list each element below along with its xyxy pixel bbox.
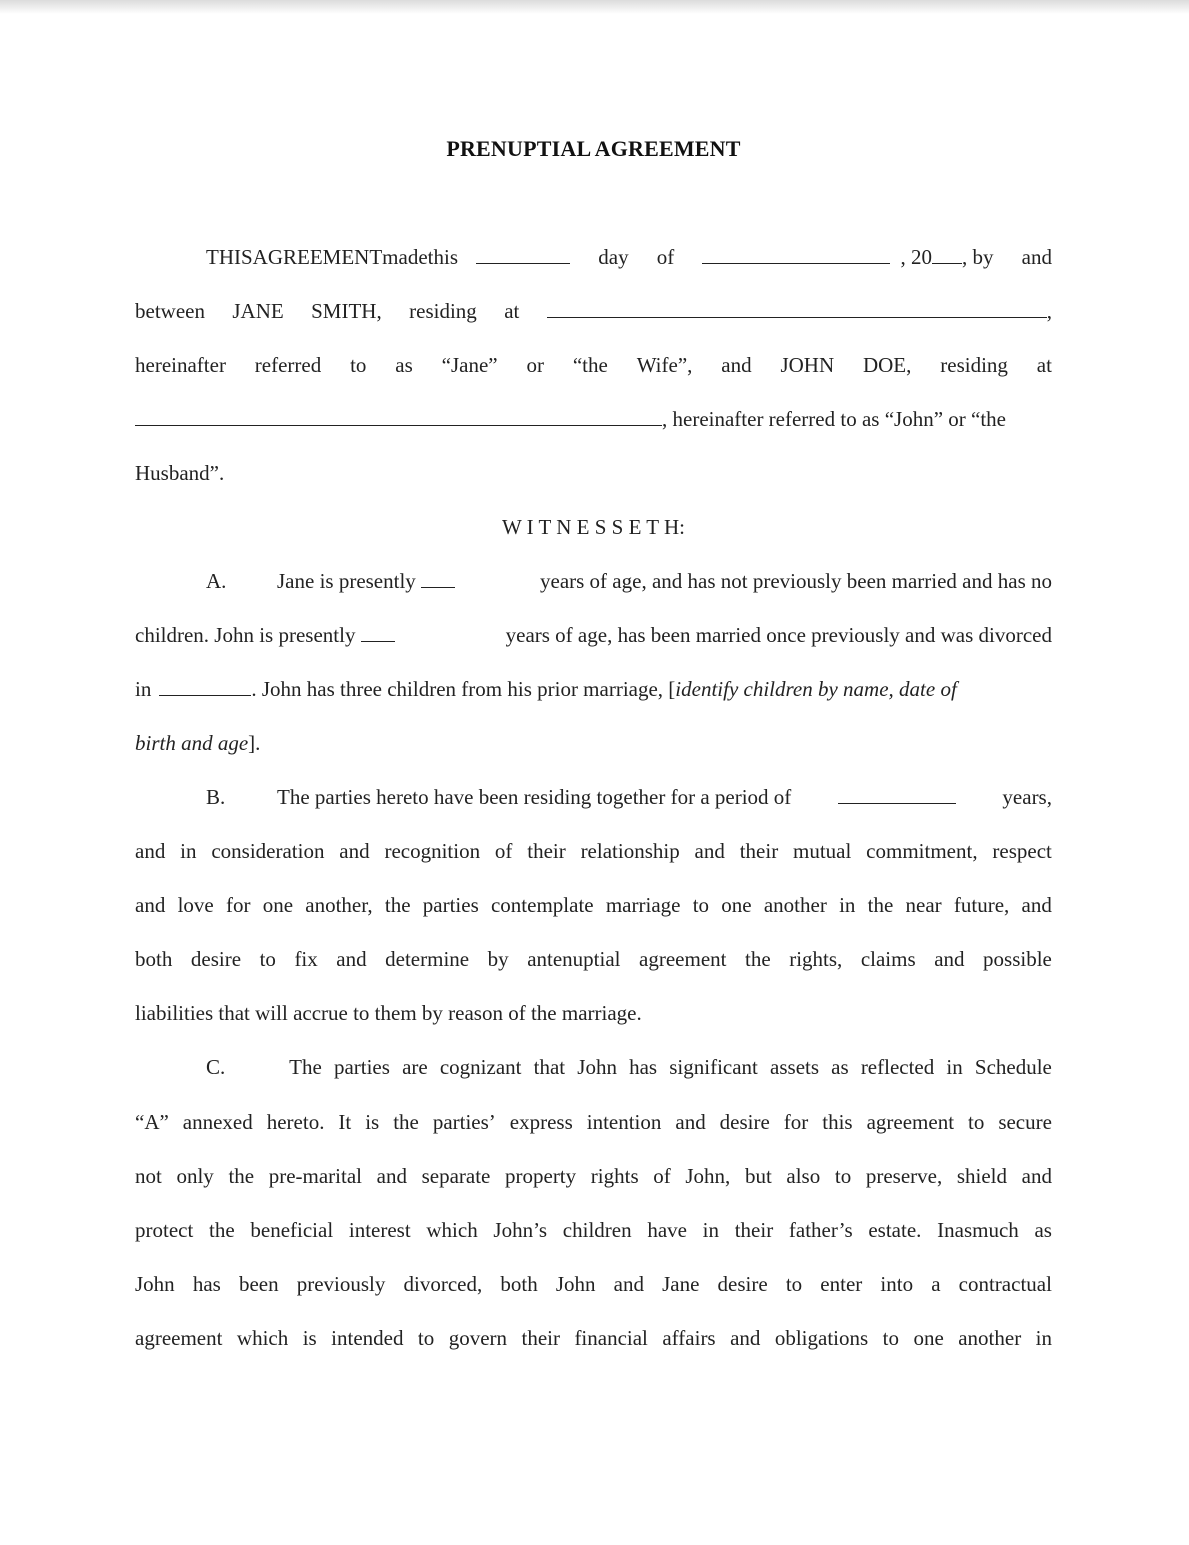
line-text: liabilities that will accrue to them by reason of the marriage.	[135, 1001, 642, 1025]
word: the	[393, 1110, 419, 1134]
word: agreement	[135, 1326, 223, 1350]
word: hereto.	[266, 1110, 325, 1134]
word: John	[577, 1055, 617, 1079]
para-c-line-1: C. The parties are cognizant that John has significant assets as reflected in Schedule	[135, 1052, 1052, 1082]
word: in	[946, 1055, 963, 1079]
word: which	[236, 1326, 289, 1350]
para-c-line-2	[135, 1107, 1052, 1137]
word: in	[839, 893, 856, 917]
word: , 20	[900, 245, 933, 269]
word: property	[505, 1164, 577, 1188]
word: It	[338, 1110, 352, 1134]
word: the	[384, 893, 411, 917]
blank-jane-address[interactable]	[547, 297, 1047, 318]
word: their	[521, 1326, 560, 1350]
word: protect	[135, 1218, 194, 1242]
word: SMITH,	[311, 299, 382, 323]
word: pre-marital	[268, 1164, 362, 1188]
word: that	[533, 1055, 566, 1079]
para-b-line-4	[135, 944, 1052, 974]
word: or	[526, 353, 544, 377]
word: the	[867, 893, 894, 917]
word: not	[135, 1164, 162, 1188]
word: and	[675, 1110, 706, 1134]
word: marriage	[605, 893, 681, 917]
word: have	[647, 1218, 687, 1242]
para-b-line-5	[135, 998, 1052, 1028]
word: parties’	[432, 1110, 496, 1134]
word: DOE,	[862, 353, 912, 377]
word: to	[882, 1326, 899, 1350]
blank-year[interactable]	[932, 243, 962, 264]
word: commitment,	[866, 839, 978, 863]
word: ,	[1046, 299, 1052, 323]
word: and	[613, 1272, 644, 1296]
witnesseth-heading	[135, 512, 1052, 542]
line-text: Jane is presently	[277, 569, 416, 593]
word: at	[504, 299, 520, 323]
word: obligations	[774, 1326, 869, 1350]
word: determine	[385, 947, 470, 971]
word: cognizant	[439, 1055, 522, 1079]
word: has	[192, 1272, 221, 1296]
word: to	[259, 947, 276, 971]
word: desire	[717, 1272, 768, 1296]
word: “Jane”	[441, 353, 498, 377]
word: mutual	[793, 839, 852, 863]
intro-line-4	[135, 404, 1052, 434]
word: and	[730, 1326, 761, 1350]
word: and	[694, 839, 725, 863]
word: financial	[574, 1326, 648, 1350]
word: been	[238, 1272, 279, 1296]
word: only	[176, 1164, 214, 1188]
word: has	[629, 1055, 658, 1079]
word: “the	[572, 353, 608, 377]
word: intention	[586, 1110, 662, 1134]
word: this	[427, 245, 458, 269]
word: for	[783, 1110, 809, 1134]
word: but	[744, 1164, 772, 1188]
word: another,	[305, 893, 373, 917]
line-text: . John has three children from his prior marriage, [	[251, 677, 676, 701]
word: contractual	[958, 1272, 1052, 1296]
blank-jane-age[interactable]	[421, 567, 455, 588]
word: John,	[685, 1164, 731, 1188]
line-text: children. John is presently	[135, 623, 356, 647]
word: is	[302, 1326, 317, 1350]
word: Jane	[662, 1272, 700, 1296]
blank-john-age[interactable]	[361, 621, 395, 642]
word: into	[880, 1272, 914, 1296]
word: as	[831, 1055, 849, 1079]
word: as	[395, 353, 413, 377]
word: both	[500, 1272, 538, 1296]
line-text: Husband”.	[135, 461, 225, 485]
intro-line-2	[135, 296, 1052, 326]
word: in	[1035, 1326, 1052, 1350]
word: rights,	[789, 947, 843, 971]
word: of	[653, 1164, 671, 1188]
word: and	[1021, 1164, 1052, 1188]
line-text: in	[135, 677, 152, 701]
word: by	[487, 947, 509, 971]
word: Schedule	[974, 1055, 1052, 1079]
word: JANE	[232, 299, 284, 323]
para-b-line-3	[135, 890, 1052, 920]
word: to	[692, 893, 710, 917]
word: John	[135, 1272, 175, 1296]
italic-text: identify children by name, date of	[675, 677, 957, 701]
word: between	[135, 299, 205, 323]
para-a-line-1	[135, 566, 1052, 596]
para-marker: A.	[206, 569, 227, 593]
italic-text: birth and age	[135, 731, 249, 755]
word: separate	[421, 1164, 491, 1188]
intro-line-1	[135, 242, 1052, 272]
word: desire	[190, 947, 242, 971]
word: The	[289, 1055, 322, 1079]
word: AGREEMENT	[252, 245, 383, 269]
word: contemplate	[490, 893, 594, 917]
para-c-line-3	[135, 1161, 1052, 1191]
word: , by	[962, 245, 994, 269]
line-text: ].	[248, 731, 261, 755]
word: one	[913, 1326, 944, 1350]
word: beneficial	[250, 1218, 334, 1242]
word: claims	[860, 947, 916, 971]
word: John	[555, 1272, 596, 1296]
word: and	[934, 947, 965, 971]
word: children	[562, 1218, 632, 1242]
para-b-line-1	[135, 782, 1052, 812]
para-marker: B.	[206, 785, 226, 809]
para-c-line-4	[135, 1215, 1052, 1245]
line-text: years of age, has been married once previously and was divorced	[505, 623, 1052, 647]
line-text: years of age, and has not previously been married and has no	[540, 569, 1052, 593]
word: and	[336, 947, 367, 971]
word: is	[365, 1110, 380, 1134]
word: intended	[331, 1326, 404, 1350]
word: THIS	[206, 245, 253, 269]
word: a	[931, 1272, 941, 1296]
word: John’s	[493, 1218, 548, 1242]
word: and	[339, 839, 370, 863]
word: possible	[983, 947, 1052, 971]
word: respect	[992, 839, 1052, 863]
word: which	[426, 1218, 478, 1242]
word: parties	[422, 893, 479, 917]
word: at	[1036, 353, 1052, 377]
line-text: years,	[1002, 785, 1052, 809]
word: for	[225, 893, 251, 917]
blank-day[interactable]	[476, 243, 570, 264]
document-title: PRENUPTIAL AGREEMENT	[446, 136, 741, 161]
word: estate.	[868, 1218, 922, 1242]
para-a-line-4	[135, 728, 1052, 758]
word: as	[1034, 1218, 1052, 1242]
word: of	[656, 245, 675, 269]
blank-john-address[interactable]	[135, 405, 662, 426]
word: one	[262, 893, 294, 917]
word: their	[527, 839, 566, 863]
word: referred	[254, 353, 322, 377]
word: Inasmuch	[937, 1218, 1019, 1242]
intro-line-3	[135, 350, 1052, 380]
blank-years-together[interactable]	[838, 783, 956, 804]
word: and	[376, 1164, 407, 1188]
word: to	[785, 1272, 803, 1296]
heading-text: W I T N E S S E T H:	[501, 515, 685, 539]
word: to	[834, 1164, 852, 1188]
word: reflected	[860, 1055, 935, 1079]
blank-month[interactable]	[702, 243, 890, 264]
word: and	[135, 893, 166, 917]
top-shadow	[0, 0, 1189, 14]
word: rights	[590, 1164, 639, 1188]
word: father’s	[788, 1218, 853, 1242]
word: assets	[770, 1055, 820, 1079]
word: are	[402, 1055, 428, 1079]
word: consideration	[211, 839, 325, 863]
para-b-line-2	[135, 836, 1052, 866]
word: their	[739, 839, 779, 863]
blank-divorce-year[interactable]	[159, 675, 251, 696]
word: enter	[820, 1272, 863, 1296]
word: JOHN	[780, 353, 835, 377]
word: of	[494, 839, 513, 863]
word: divorced,	[403, 1272, 483, 1296]
para-c-line-6	[135, 1323, 1052, 1353]
word: Wife”,	[636, 353, 693, 377]
word: parties	[333, 1055, 390, 1079]
word: affairs	[662, 1326, 716, 1350]
word: and	[1021, 245, 1052, 269]
word: and	[135, 839, 166, 863]
word: interest	[348, 1218, 411, 1242]
word: hereinafter	[135, 353, 226, 377]
word: fix	[294, 947, 318, 971]
line-text: , hereinafter referred to as “John” or “the	[662, 407, 1006, 431]
word: the	[228, 1164, 255, 1188]
word: to	[968, 1110, 985, 1134]
para-a-line-2	[135, 620, 1052, 650]
para-a-line-3	[135, 674, 1052, 704]
word: “A”	[135, 1110, 169, 1134]
word: to	[350, 353, 367, 377]
word: significant	[669, 1055, 758, 1079]
word: made	[382, 245, 428, 269]
word: love	[177, 893, 214, 917]
word: secure	[998, 1110, 1052, 1134]
word: to	[417, 1326, 435, 1350]
word: day	[598, 245, 629, 269]
word: another	[958, 1326, 1022, 1350]
word: their	[734, 1218, 774, 1242]
word: and	[1021, 893, 1052, 917]
word: antenuptial	[527, 947, 621, 971]
word: relationship	[580, 839, 680, 863]
word: this	[822, 1110, 853, 1134]
word: previously	[296, 1272, 386, 1296]
word: shield	[956, 1164, 1007, 1188]
word: desire	[719, 1110, 770, 1134]
word: in	[702, 1218, 720, 1242]
word: preserve,	[865, 1164, 943, 1188]
word: future,	[953, 893, 1010, 917]
word: residing	[409, 299, 477, 323]
word: residing	[940, 353, 1008, 377]
word: agreement	[866, 1110, 955, 1134]
word: the	[209, 1218, 235, 1242]
intro-line-5	[135, 458, 1052, 488]
word: express	[509, 1110, 573, 1134]
word: another	[763, 893, 827, 917]
word: annexed	[182, 1110, 253, 1134]
line-text: The parties hereto have been residing together for a period of	[277, 785, 792, 809]
word: one	[721, 893, 752, 917]
word: recognition	[384, 839, 481, 863]
word: agreement	[639, 947, 727, 971]
word: govern	[448, 1326, 508, 1350]
word: in	[180, 839, 197, 863]
para-c-line-5	[135, 1269, 1052, 1299]
word: near	[905, 893, 942, 917]
word: the	[745, 947, 771, 971]
word: both	[135, 947, 173, 971]
word: also	[786, 1164, 821, 1188]
word: and	[721, 353, 752, 377]
